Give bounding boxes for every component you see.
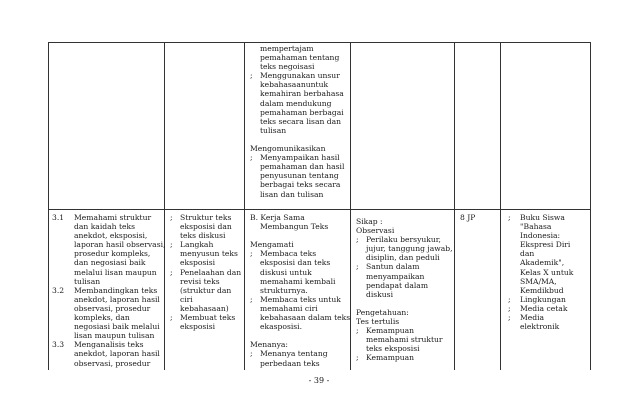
text-line: negosiasi baik melalui: [74, 322, 160, 332]
text-line: B. Kerja Sama: [250, 213, 305, 222]
list-bullet: ;: [356, 353, 359, 363]
text-line: ; Menyampaikan hasil: [250, 153, 340, 163]
text-line: eksposisi dan teks: [260, 258, 331, 268]
text-line: teks negoisasi: [260, 62, 315, 72]
text-line: 3.2 Membandingkan teks: [52, 285, 158, 295]
list-bullet: ;: [356, 326, 359, 336]
text-line: "Bahasa: [520, 222, 552, 232]
text-line: Sikap :: [356, 217, 383, 226]
text-line: disiplin, dan peduli: [366, 253, 440, 263]
list-bullet: ;: [508, 213, 511, 222]
list-bullet: ;: [250, 153, 253, 163]
text-line: eksposisi dan: [180, 222, 232, 232]
text-line: Mengomunikasikan: [250, 144, 326, 154]
text-line: observasi, prosedur: [74, 358, 151, 368]
text-line: strukturnya.: [260, 285, 308, 295]
text-line: [250, 135, 348, 144]
text-line: dan kaidah teks: [74, 222, 135, 232]
text-line: revisi teks: [180, 276, 220, 286]
text-line: (struktur dan: [180, 285, 232, 295]
table-border-left: [48, 42, 49, 370]
text-line: dan negosiasi baik: [74, 258, 146, 268]
penilaian-cell: [356, 217, 452, 363]
text-line: Kelas X untuk: [520, 267, 574, 277]
text-line: pemahaman berbagai: [260, 107, 344, 117]
text-line: diskusi untuk: [260, 267, 312, 277]
text-line: kebahasaan): [180, 303, 229, 313]
text-line: ; Menanya tentang: [250, 349, 328, 359]
text-line: SMA/MA,: [520, 276, 557, 286]
text-line: [250, 231, 348, 240]
text-line: Pengetahuan:: [356, 307, 409, 317]
list-bullet: ;: [170, 240, 173, 250]
text-line: laporan hasil observasi,: [74, 240, 166, 250]
text-line: berbagai teks secara: [260, 180, 341, 190]
text-line: lisan dan tulisan: [260, 189, 324, 199]
text-line: teks eksposisi: [366, 344, 420, 354]
text-line: Mengamati: [250, 240, 294, 250]
text-line: ciri: [180, 294, 193, 304]
text-line: ; Kemampuan: [356, 353, 415, 363]
list-bullet: ;: [250, 249, 253, 259]
text-line: pemahaman tentang: [260, 53, 340, 63]
list-bullet: ;: [170, 267, 173, 277]
text-line: memahami ciri: [260, 303, 318, 313]
list-bullet: ;: [508, 294, 511, 304]
text-line: ; Kemampuan: [356, 326, 415, 336]
text-line: anekdot, laporan hasil: [74, 349, 160, 359]
page-number: - 39 -: [308, 376, 330, 385]
text-line: ; Membaca teks: [250, 249, 317, 259]
list-bullet: ;: [170, 213, 173, 222]
text-line: ; Menggunakan unsur: [250, 71, 340, 81]
text-line: Menanya:: [250, 340, 288, 350]
text-line: [356, 299, 452, 308]
text-line: eksposisi: [180, 322, 216, 332]
text-line: Indonesia:: [520, 231, 561, 241]
materi-pembelajaran-cell: [170, 213, 242, 331]
text-line: jujur, tanggung jawab,: [366, 244, 453, 254]
text-line: ; Santun dalam: [356, 262, 420, 272]
text-line: Ekspresi Diri: [520, 240, 571, 250]
text-line: ; Buku Siswa: [508, 213, 565, 222]
list-bullet: ;: [356, 235, 359, 245]
text-line: teks diskusi: [180, 231, 226, 241]
alokasi-waktu-value: 8 JP: [460, 213, 476, 222]
alokasi-waktu-cell: [460, 213, 498, 222]
text-line: ; Perilaku bersyukur,: [356, 235, 441, 245]
sumber-belajar-cell: [508, 213, 588, 331]
column-divider: [244, 42, 245, 370]
text-line: Kemdikbud: [520, 285, 564, 295]
column-divider: [500, 42, 501, 370]
text-line: tulisan: [74, 276, 101, 286]
table-border-right: [590, 42, 591, 370]
text-line: ; Membaca teks untuk: [250, 294, 341, 304]
kd-number: 3.2: [52, 285, 65, 295]
text-line: anekdot, laporan hasil: [74, 294, 160, 304]
list-bullet: ;: [250, 349, 253, 359]
text-line: ; Media cetak: [508, 303, 568, 313]
text-line: ; Lingkungan: [508, 294, 566, 304]
list-bullet: ;: [170, 313, 173, 323]
list-bullet: ;: [250, 71, 253, 81]
column-divider: [350, 42, 351, 370]
text-line: mempertajam: [260, 44, 314, 53]
text-line: ekasposisi.: [260, 322, 303, 332]
kd-number: 3.3: [52, 340, 65, 350]
text-line: tulisan: [260, 125, 287, 135]
text-line: [250, 331, 348, 340]
text-line: elektronik: [520, 322, 560, 332]
text-line: 3.3 Menganalisis teks: [52, 340, 144, 350]
text-line: ; Media: [508, 313, 545, 323]
text-line: observasi, prosedur: [74, 303, 151, 313]
text-line: Tes tertulis: [356, 317, 400, 327]
text-line: pendapat dalam: [366, 280, 429, 290]
text-line: diskusi: [366, 289, 394, 299]
text-line: ; Langkah: [170, 240, 214, 250]
text-line: anekdot, eksposisi,: [74, 231, 148, 241]
text-line: kompleks, dan: [74, 313, 130, 323]
kd-number: 3.1: [52, 213, 65, 222]
text-line: ; Membuat teks: [170, 313, 236, 323]
kegiatan-pembelajaran-continuation: [250, 44, 348, 199]
text-line: Akademik",: [520, 258, 565, 268]
silabus-table: [48, 42, 590, 370]
list-bullet: ;: [508, 303, 511, 313]
text-line: memahami struktur: [366, 335, 443, 345]
text-line: prosedur kompleks,: [74, 249, 151, 259]
text-line: teks secara lisan dan: [260, 116, 342, 126]
text-line: ; Struktur teks: [170, 213, 232, 222]
kompetensi-dasar-cell: [52, 213, 166, 368]
text-line: lisan maupun tulisan: [74, 331, 155, 341]
text-line: perbedaan teks: [260, 358, 320, 368]
text-line: melalui lisan maupun: [74, 267, 157, 277]
text-line: kebahasaanuntuk: [260, 80, 329, 90]
text-line: Membangun Teks: [260, 222, 329, 232]
row-divider: [48, 209, 590, 210]
text-line: dalam mendukung: [260, 98, 332, 108]
text-line: memahami kembali: [260, 276, 336, 286]
text-line: kebahasaan dalam teks: [260, 313, 351, 323]
text-line: dan: [520, 249, 535, 259]
text-line: Observasi: [356, 226, 395, 236]
text-line: penyusunan tentang: [260, 171, 339, 181]
text-line: menyusun teks: [180, 249, 238, 259]
text-line: 3.1 Memahami struktur: [52, 213, 152, 222]
column-divider: [164, 42, 165, 370]
text-line: pemahaman dan hasil: [260, 162, 345, 172]
text-line: kemahiran berbahasa: [260, 89, 344, 99]
table-border-top: [48, 42, 590, 43]
column-divider: [454, 42, 455, 370]
text-line: ; Penelaahan dan: [170, 267, 242, 277]
text-line: menyampaikan: [366, 271, 425, 281]
text-line: eksposisi: [180, 258, 216, 268]
list-bullet: ;: [356, 262, 359, 272]
list-bullet: ;: [508, 313, 511, 323]
list-bullet: ;: [250, 294, 253, 304]
kegiatan-pembelajaran-cell: [250, 213, 351, 368]
